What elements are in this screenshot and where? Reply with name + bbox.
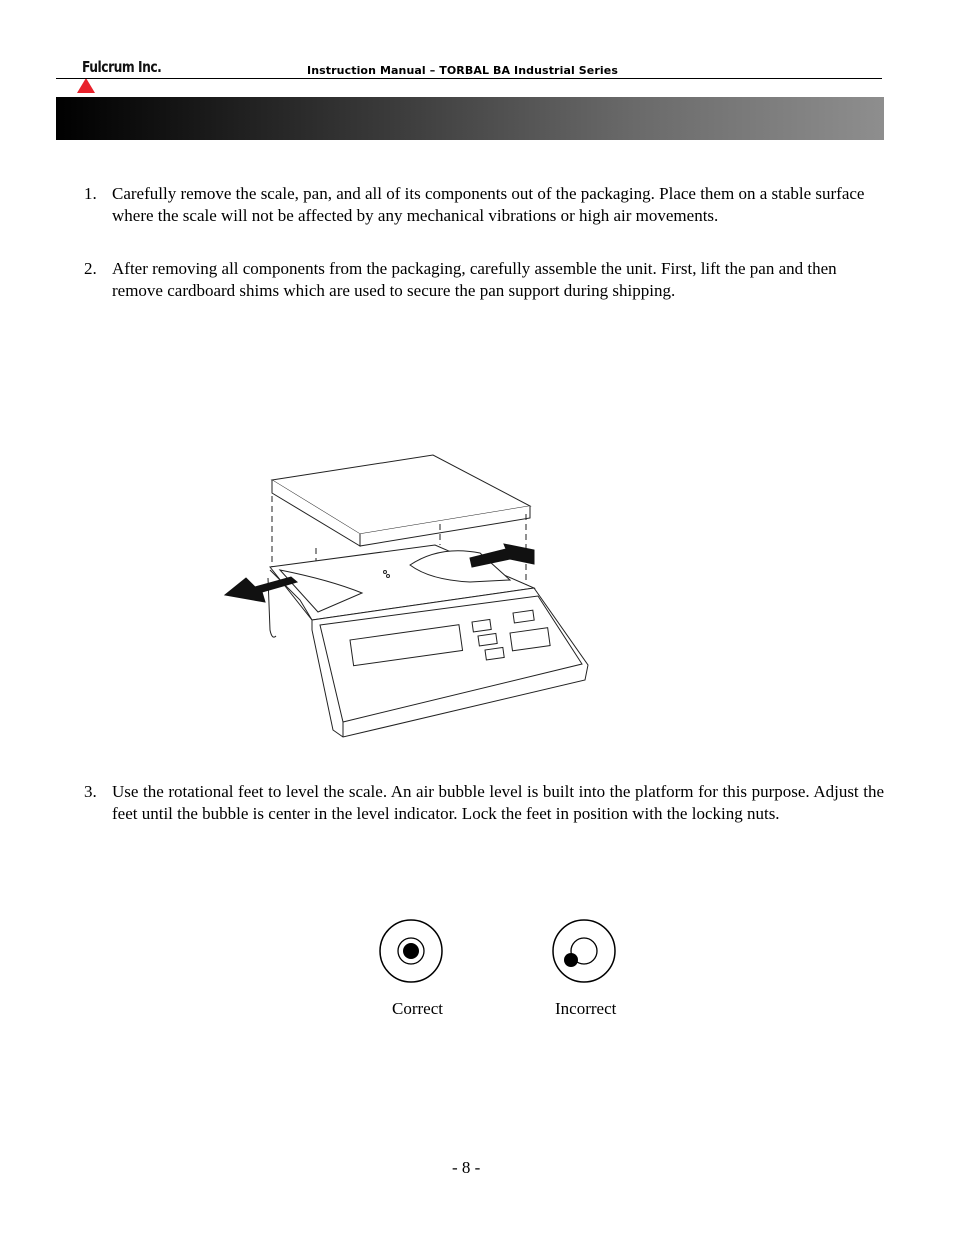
incorrect-caption: Incorrect <box>555 999 617 1018</box>
step-number: 3. <box>84 782 97 801</box>
step-3 <box>84 781 884 824</box>
scale-assembly-illustration <box>220 450 600 750</box>
correct-caption: Correct <box>392 999 443 1018</box>
step-text: After removing all components from the packaging, carefully assemble the unit. First, lift the pan and then remove cardboard shims which are used to secure the pan support during shipping. <box>112 259 837 300</box>
logo-triangle-icon <box>77 78 95 93</box>
step-text: Use the rotational feet to level the scale. An air bubble level is built into the platform for this purpose. Adjust the feet until the bubble is center in the level indicator. Lock the feet in position with the locking nuts. <box>112 782 884 823</box>
correct-level-icon <box>378 918 446 986</box>
header-divider <box>56 78 882 79</box>
incorrect-level-icon <box>551 918 619 986</box>
document-title: Instruction Manual – TORBAL BA Industrial Series <box>307 64 618 77</box>
step-2 <box>84 258 884 301</box>
step-1 <box>84 183 884 226</box>
step-number: 1. <box>84 184 97 203</box>
step-number: 2. <box>84 259 97 278</box>
step-text: Carefully remove the scale, pan, and all of its components out of the packaging. Place them on a stable surface where the scale will not be affected by any mechanical vibrations or high air movements. <box>112 184 865 225</box>
company-logo: Fulcrum Inc. <box>82 58 162 76</box>
page-number: - 8 - <box>452 1158 481 1177</box>
section-banner <box>56 97 884 140</box>
scale-pan <box>272 455 530 546</box>
pull-left-arrow-icon <box>225 577 297 602</box>
pull-right-arrow-icon <box>470 544 534 567</box>
